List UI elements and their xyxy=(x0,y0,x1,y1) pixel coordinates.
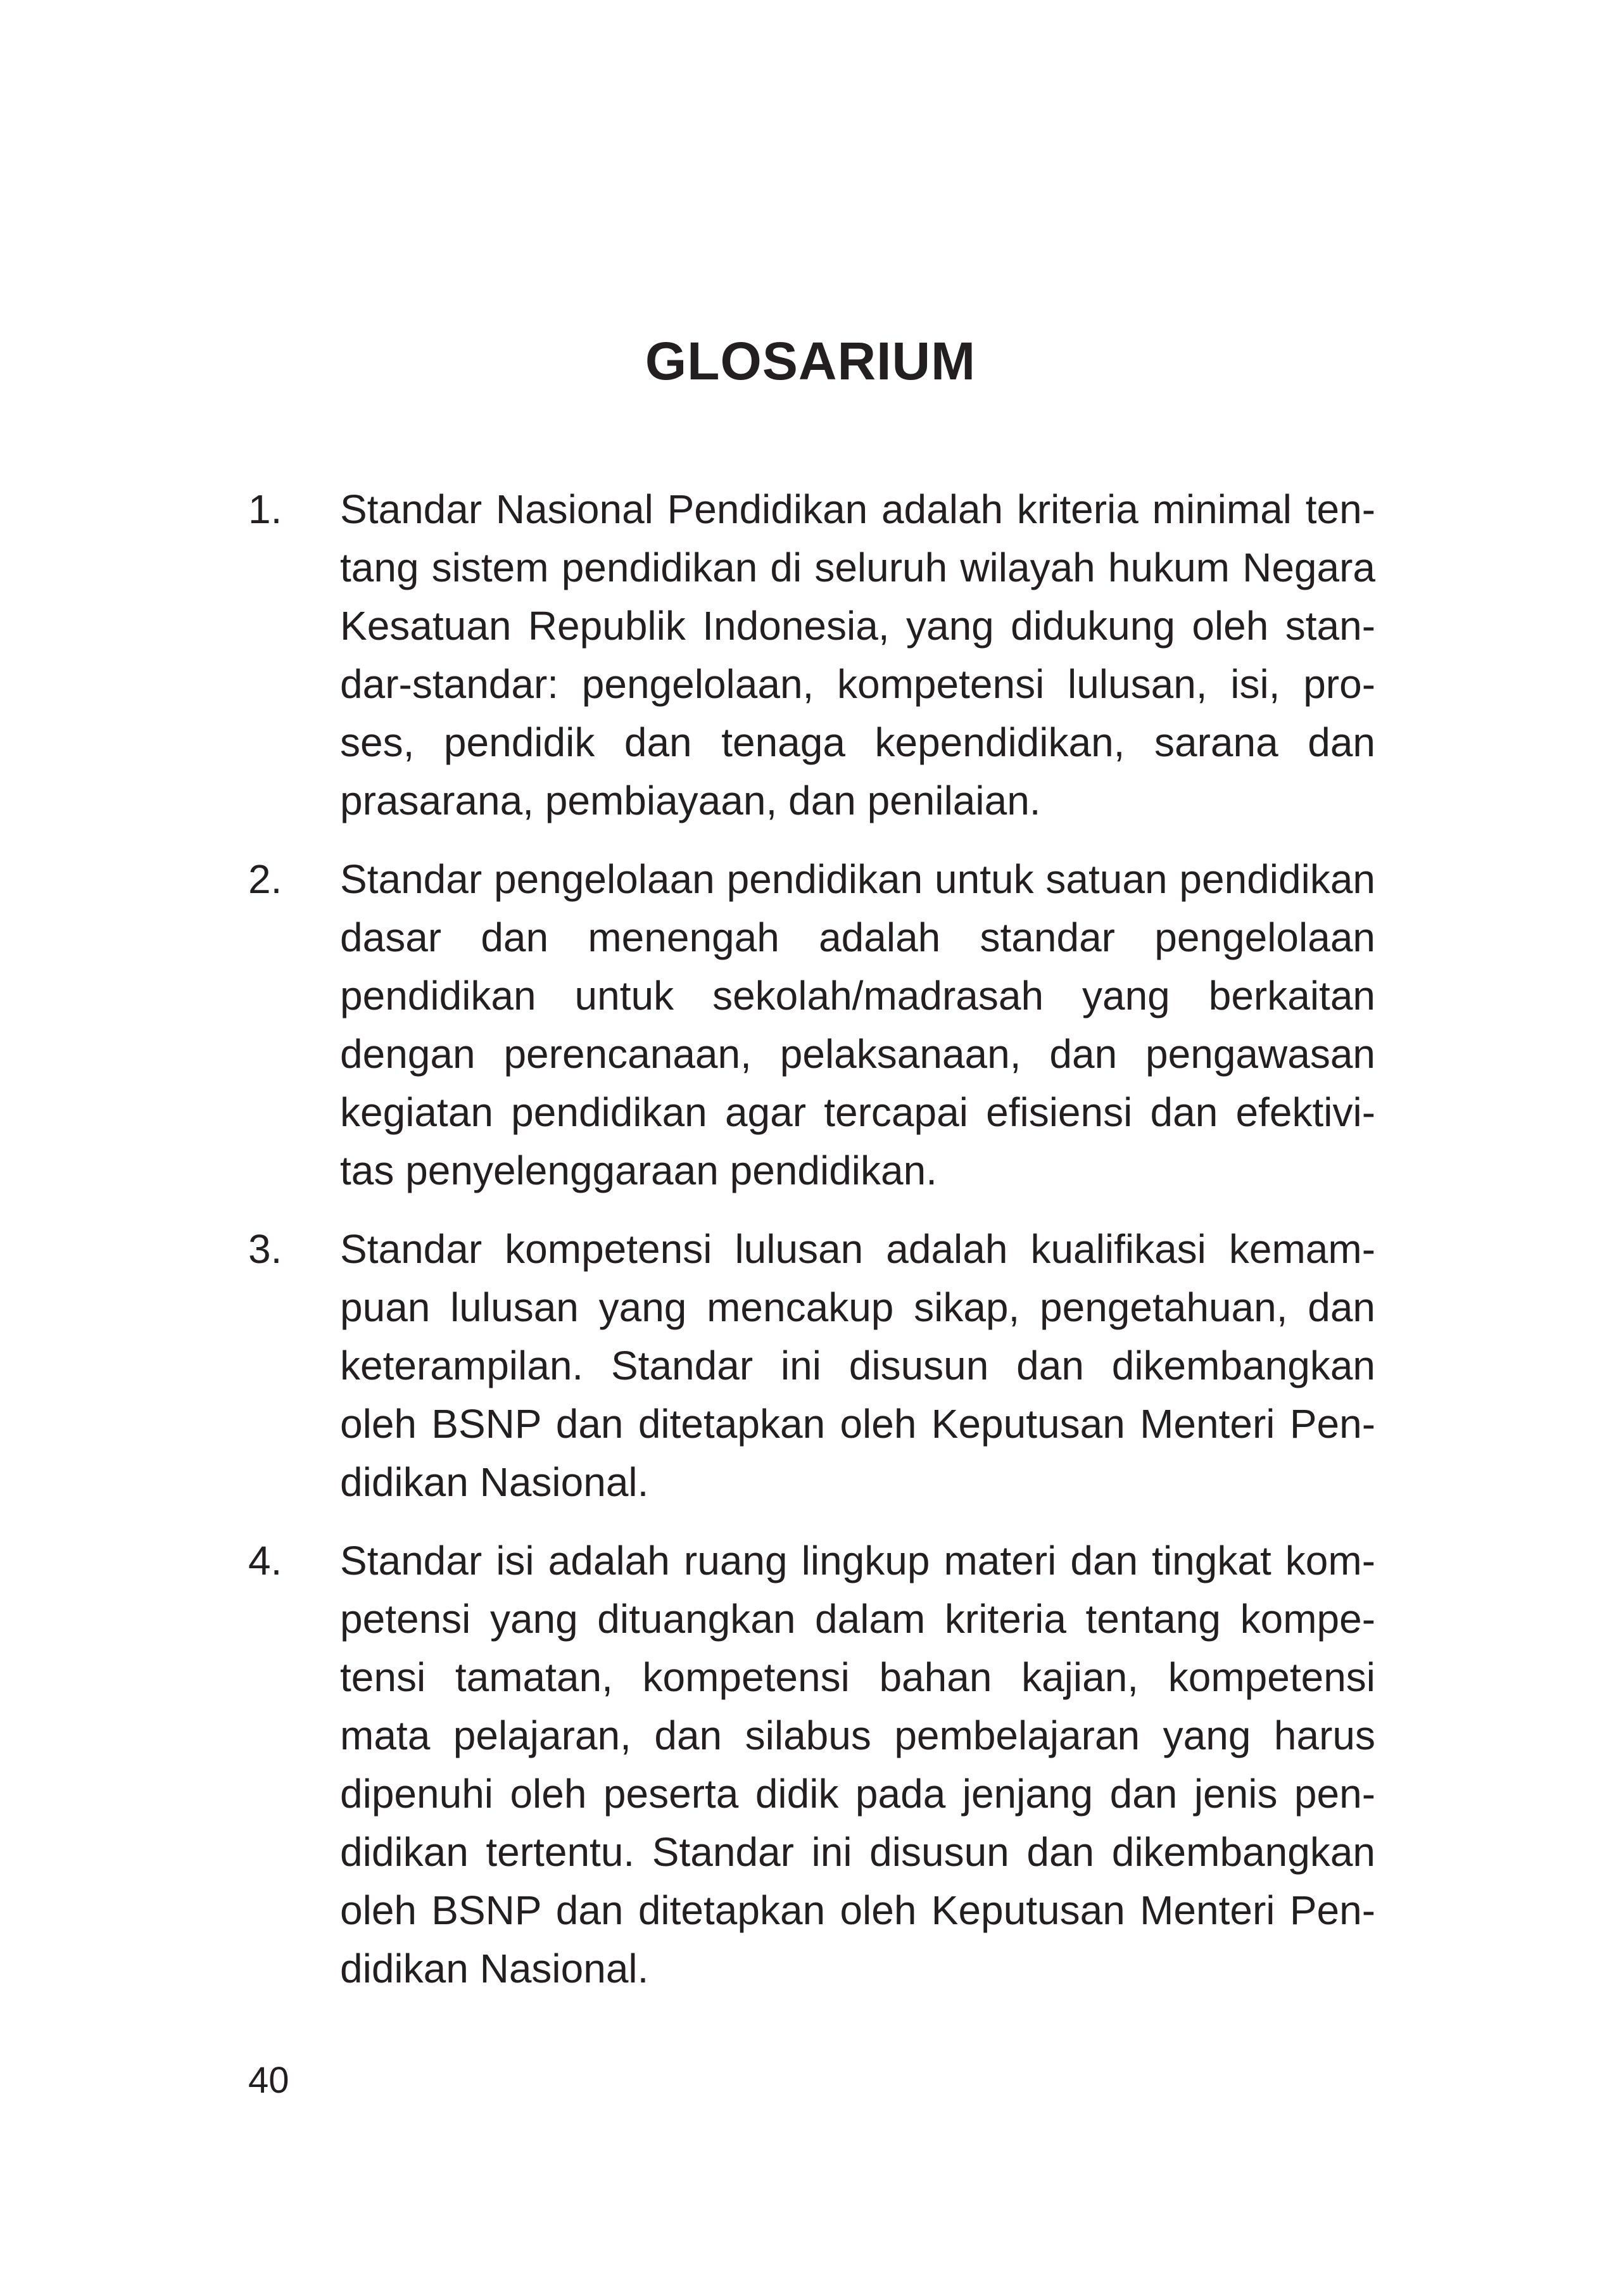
item-text: Standar kompetensi lulusan adalah kualifikasi kemampuan lulusan yang mencakup sikap, pengetahuan, dan keterampilan. Standar ini disusun dan dikembangkan oleh BSNP dan ditetapkan oleh Keputusan Menteri Pendidikan Nasional. xyxy=(340,1226,1375,1505)
glossary-list xyxy=(248,480,1375,2018)
item-text: Standar Nasional Pendidikan adalah kriteria minimal tentang sistem pendidikan di seluruh wilayah hukum Negara Kesatuan Republik Indonesia, yang didukung oleh standar-standar: pengelolaan, kompetensi lulusan, isi, proses, pendidik dan tenaga kependidikan, sarana dan prasarana, pembiayaan, dan penilaian. xyxy=(340,486,1375,823)
glossary-item xyxy=(248,850,1375,1200)
item-number: 4. xyxy=(248,1538,282,1583)
glossary-item xyxy=(248,480,1375,830)
item-number: 2. xyxy=(248,856,282,902)
page-title: GLOSARIUM xyxy=(645,331,976,391)
page-number: 40 xyxy=(248,2060,289,2101)
item-text: Standar isi adalah ruang lingkup materi dan tingkat kompetensi yang dituangkan dalam kriteria tentang kompetensi tamatan, kompetensi bahan kajian, kompetensi mata pelajaran, dan silabus pembelajaran yang harus dipenuhi oleh peserta didik pada jenjang dan jenis pendidikan tertentu. Standar ini disusun dan dikembangkan oleh BSNP dan ditetapkan oleh Keputusan Menteri Pendidikan Nasional. xyxy=(340,1538,1375,1991)
glossary-item xyxy=(248,1532,1375,1998)
item-number: 3. xyxy=(248,1226,282,1272)
item-text: Standar pengelolaan pendidikan untuk satuan pendidikan dasar dan menengah adalah standar pengelolaan pendidikan untuk sekolah/madrasah yang berkaitan dengan perencanaan, pelaksanaan, dan pengawasan kegiatan pendidikan agar tercapai efisiensi dan efektivitas penyelenggaraan pendidikan. xyxy=(340,856,1375,1193)
glossary-item xyxy=(248,1220,1375,1511)
item-number: 1. xyxy=(248,486,282,532)
